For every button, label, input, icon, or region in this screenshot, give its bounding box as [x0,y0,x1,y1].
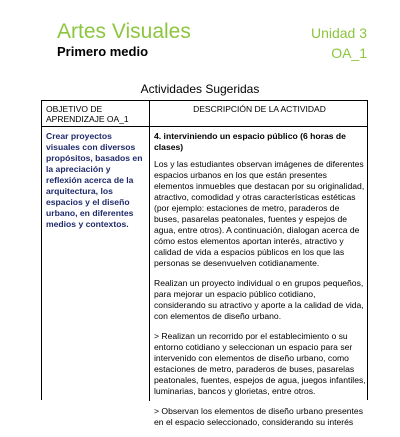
page-header [57,20,367,64]
table-header-row [42,101,367,127]
unit-label: Unidad 3 [310,25,367,41]
document-title: Artes Visuales [57,20,191,43]
paragraph: Realizan un proyecto individual o en grupos pequeños, para mejorar un espacio público cotidiano, considerando su atractivo y aporte a la calidad de vida, con elementos de diseño urbano. [154,278,364,321]
objective-text: Crear proyectos visuales con diversos propósitos, basados en la apreciación y reflexión acerca de la arquitectura, los espacios y el diseño urbano, en diferentes medios y contextos. [46,131,143,229]
activities-table [41,100,368,427]
description-column-header: DESCRIPCIÓN DE LA ACTIVIDAD [193,104,326,114]
objective-code: OA_1 [331,45,367,61]
objective-column-header: OBJETIVO DE APRENDIZAJE OA_1 [46,104,129,124]
activity-description [154,131,366,437]
column-divider [149,101,150,401]
paragraph: > Observan los elementos de diseño urbano presentes en el espacio seleccionado, considerando su interés [154,406,364,427]
section-title: Actividades Sugeridas [140,82,260,96]
paragraph: Los y las estudiantes observan imágenes de diferentes espacios urbanos en los que están presentes elementos inmuebles que destacan por su originalidad, atractivo, comodidad y otras características estéticas (por ejemplo: estaciones de metro, paraderos de buses, pasarelas peatonales, fuentes y espejos de agua, entre otros). A continuación, dialogan acerca de cómo estos elementos aportan interés, atractivo y calidad de vida a espacios públicos en los que las personas se desenvuelven cotidianamente. [154,159,365,268]
paragraph: > Realizan un recorrido por el establecimiento o su entorno cotidiano y seleccionan un espacio para ser intervenido con elementos de diseño urbano, como estaciones de metro, paraderos de buses, pasarelas peatonales, fuentes, espejos de agua, juegos infantiles, luminarias, bancos y glorietas, entre otros. [154,331,366,396]
grade-level: Primero medio [57,44,149,59]
activity-title: 4. interviniendo un espacio público (6 horas de clases) [154,131,346,152]
